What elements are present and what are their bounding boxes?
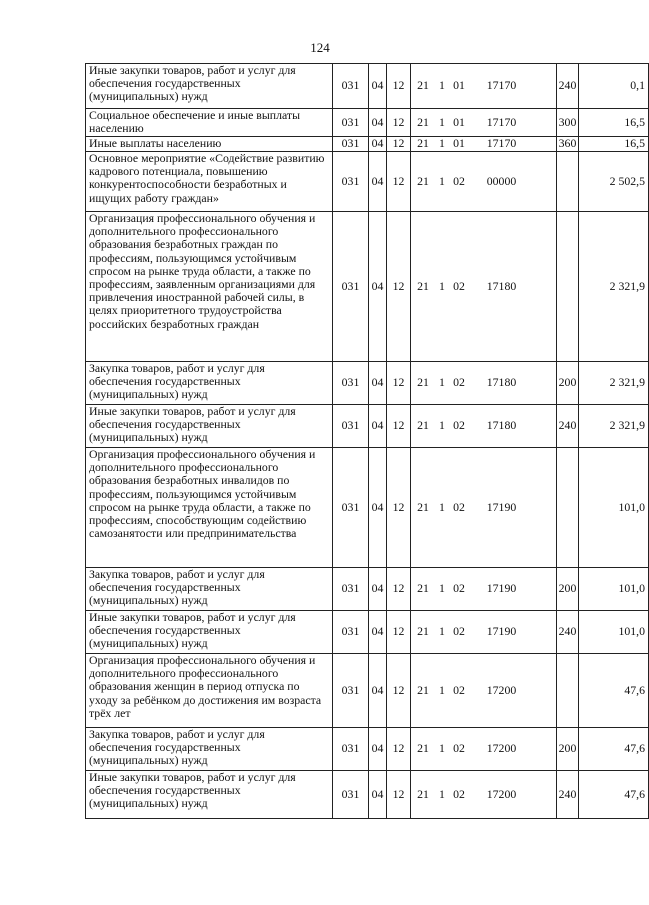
code-pr: 12	[387, 152, 411, 212]
code-c3: 02	[453, 682, 465, 697]
code-c1: 21	[417, 741, 429, 756]
code-c3: 02	[453, 499, 465, 514]
code-c3: 02	[453, 278, 465, 293]
code-c2: 1	[439, 375, 445, 390]
code-c3: 01	[453, 114, 465, 129]
code-gr: 031	[333, 152, 369, 212]
amount: 101,0	[579, 448, 649, 568]
code-gr: 031	[333, 728, 369, 771]
amount: 47,6	[579, 728, 649, 771]
code-gr: 031	[333, 137, 369, 152]
code-gr: 031	[333, 109, 369, 137]
code-pr: 12	[387, 212, 411, 362]
table-row	[86, 568, 649, 611]
table-row	[86, 212, 649, 362]
code-c1: 21	[417, 78, 429, 93]
code-rz: 04	[369, 448, 387, 568]
row-name: Иные закупки товаров, работ и услуг для обеспечения государственных (муниципальных) нужд	[86, 64, 333, 109]
code-vr: 240	[557, 771, 579, 819]
code-csr	[411, 654, 557, 728]
code-pr: 12	[387, 137, 411, 152]
code-rz: 04	[369, 611, 387, 654]
amount: 2 502,5	[579, 152, 649, 212]
code-vr: 200	[557, 728, 579, 771]
code-rz: 04	[369, 728, 387, 771]
code-pr: 12	[387, 64, 411, 109]
row-name: Закупка товаров, работ и услуг для обеспечения государственных (муниципальных) нужд	[86, 568, 333, 611]
code-gr: 031	[333, 568, 369, 611]
code-csr	[411, 109, 557, 137]
code-c4: 17170	[486, 114, 517, 129]
code-gr: 031	[333, 611, 369, 654]
code-c1: 21	[417, 682, 429, 697]
table-row	[86, 64, 649, 109]
table-row	[86, 654, 649, 728]
code-gr: 031	[333, 362, 369, 405]
code-c3: 01	[453, 136, 465, 151]
code-c4: 17180	[486, 418, 517, 433]
row-name: Основное мероприятие «Содействие развитию кадрового потенциала, повышению конкурентоспособности безработных и ищущих работу граждан»	[86, 152, 333, 212]
amount: 47,6	[579, 654, 649, 728]
code-rz: 04	[369, 568, 387, 611]
code-csr	[411, 568, 557, 611]
code-csr	[411, 362, 557, 405]
code-c1: 21	[417, 375, 429, 390]
page-number: 124	[310, 40, 330, 55]
code-gr: 031	[333, 448, 369, 568]
amount: 2 321,9	[579, 212, 649, 362]
amount: 2 321,9	[579, 362, 649, 405]
code-pr: 12	[387, 109, 411, 137]
row-name: Закупка товаров, работ и услуг для обеспечения государственных (муниципальных) нужд	[86, 362, 333, 405]
code-c1: 21	[417, 786, 429, 801]
code-gr: 031	[333, 771, 369, 819]
table-row	[86, 405, 649, 448]
code-vr: 240	[557, 611, 579, 654]
code-c4: 17200	[486, 786, 517, 801]
code-csr	[411, 771, 557, 819]
code-c4: 17200	[486, 682, 517, 697]
code-csr	[411, 137, 557, 152]
row-name: Социальное обеспечение и иные выплаты населению	[86, 109, 333, 137]
code-pr: 12	[387, 405, 411, 448]
table-row	[86, 771, 649, 819]
code-c1: 21	[417, 499, 429, 514]
code-c2: 1	[439, 78, 445, 93]
code-csr	[411, 448, 557, 568]
budget-table	[85, 63, 649, 819]
table-row	[86, 109, 649, 137]
code-csr	[411, 64, 557, 109]
code-c4: 17180	[486, 278, 517, 293]
code-pr: 12	[387, 568, 411, 611]
code-c2: 1	[439, 173, 445, 188]
code-c1: 21	[417, 624, 429, 639]
code-c1: 21	[417, 136, 429, 151]
code-c3: 02	[453, 786, 465, 801]
code-c2: 1	[439, 499, 445, 514]
code-gr: 031	[333, 405, 369, 448]
code-c2: 1	[439, 581, 445, 596]
code-c4: 17180	[486, 375, 517, 390]
code-c4: 17200	[486, 741, 517, 756]
amount: 101,0	[579, 568, 649, 611]
code-pr: 12	[387, 362, 411, 405]
code-c3: 02	[453, 173, 465, 188]
code-rz: 04	[369, 771, 387, 819]
row-name: Иные закупки товаров, работ и услуг для обеспечения государственных (муниципальных) нужд	[86, 771, 333, 819]
table-row	[86, 448, 649, 568]
amount: 0,1	[579, 64, 649, 109]
code-c3: 02	[453, 375, 465, 390]
amount: 47,6	[579, 771, 649, 819]
row-name: Закупка товаров, работ и услуг для обеспечения государственных (муниципальных) нужд	[86, 728, 333, 771]
code-csr	[411, 405, 557, 448]
code-c1: 21	[417, 114, 429, 129]
table-row	[86, 137, 649, 152]
code-pr: 12	[387, 654, 411, 728]
row-name: Организация профессионального обучения и дополнительного профессионального образования безработных инвалидов по профессиям, пользующимся устойчивым спросом на рынке труда области, а также по профессиям, способствующим содействию самозанятости или предпринимательства	[86, 448, 333, 568]
code-c4: 17170	[486, 78, 517, 93]
code-rz: 04	[369, 212, 387, 362]
code-gr: 031	[333, 654, 369, 728]
code-c1: 21	[417, 173, 429, 188]
code-c2: 1	[439, 418, 445, 433]
row-name: Иные выплаты населению	[86, 137, 333, 152]
code-vr: 240	[557, 405, 579, 448]
code-vr	[557, 212, 579, 362]
code-vr: 200	[557, 568, 579, 611]
code-c2: 1	[439, 278, 445, 293]
code-pr: 12	[387, 771, 411, 819]
table-row	[86, 611, 649, 654]
code-pr: 12	[387, 448, 411, 568]
code-vr	[557, 152, 579, 212]
code-rz: 04	[369, 137, 387, 152]
code-c2: 1	[439, 114, 445, 129]
code-vr	[557, 448, 579, 568]
code-vr: 200	[557, 362, 579, 405]
code-gr: 031	[333, 64, 369, 109]
code-rz: 04	[369, 654, 387, 728]
code-c3: 02	[453, 418, 465, 433]
row-name: Организация профессионального обучения и дополнительного профессионального образования безработных граждан по профессиям, пользующимся устойчивым спросом на рынке труда области, а также по профессиям, заявленным организациями для привлечения иностранной рабочей силы, в целях приоритетного трудоустройства российских безработных граждан	[86, 212, 333, 362]
code-csr	[411, 152, 557, 212]
code-c1: 21	[417, 581, 429, 596]
code-rz: 04	[369, 109, 387, 137]
code-c3: 02	[453, 741, 465, 756]
code-c1: 21	[417, 418, 429, 433]
code-c1: 21	[417, 278, 429, 293]
code-c2: 1	[439, 624, 445, 639]
code-c4: 17170	[486, 136, 517, 151]
amount: 16,5	[579, 137, 649, 152]
table-row	[86, 152, 649, 212]
amount: 16,5	[579, 109, 649, 137]
code-c3: 02	[453, 581, 465, 596]
amount: 2 321,9	[579, 405, 649, 448]
code-csr	[411, 212, 557, 362]
code-c4: 17190	[486, 499, 517, 514]
code-vr: 360	[557, 137, 579, 152]
code-rz: 04	[369, 405, 387, 448]
code-pr: 12	[387, 728, 411, 771]
code-rz: 04	[369, 64, 387, 109]
code-gr: 031	[333, 212, 369, 362]
code-vr	[557, 654, 579, 728]
code-vr: 240	[557, 64, 579, 109]
code-c3: 01	[453, 78, 465, 93]
code-rz: 04	[369, 152, 387, 212]
code-csr	[411, 611, 557, 654]
code-c4: 17190	[486, 581, 517, 596]
code-pr: 12	[387, 611, 411, 654]
row-name: Иные закупки товаров, работ и услуг для обеспечения государственных (муниципальных) нужд	[86, 405, 333, 448]
code-vr: 300	[557, 109, 579, 137]
code-c2: 1	[439, 136, 445, 151]
row-name: Иные закупки товаров, работ и услуг для обеспечения государственных (муниципальных) нужд	[86, 611, 333, 654]
code-csr	[411, 728, 557, 771]
table-row	[86, 728, 649, 771]
code-c2: 1	[439, 682, 445, 697]
code-c3: 02	[453, 624, 465, 639]
code-c2: 1	[439, 786, 445, 801]
code-rz: 04	[369, 362, 387, 405]
code-c4: 17190	[486, 624, 517, 639]
row-name: Организация профессионального обучения и дополнительного профессионального образования женщин в период отпуска по уходу за ребёнком до достижения им возраста трёх лет	[86, 654, 333, 728]
table-row	[86, 362, 649, 405]
amount: 101,0	[579, 611, 649, 654]
code-c2: 1	[439, 741, 445, 756]
code-c4: 00000	[486, 173, 517, 188]
